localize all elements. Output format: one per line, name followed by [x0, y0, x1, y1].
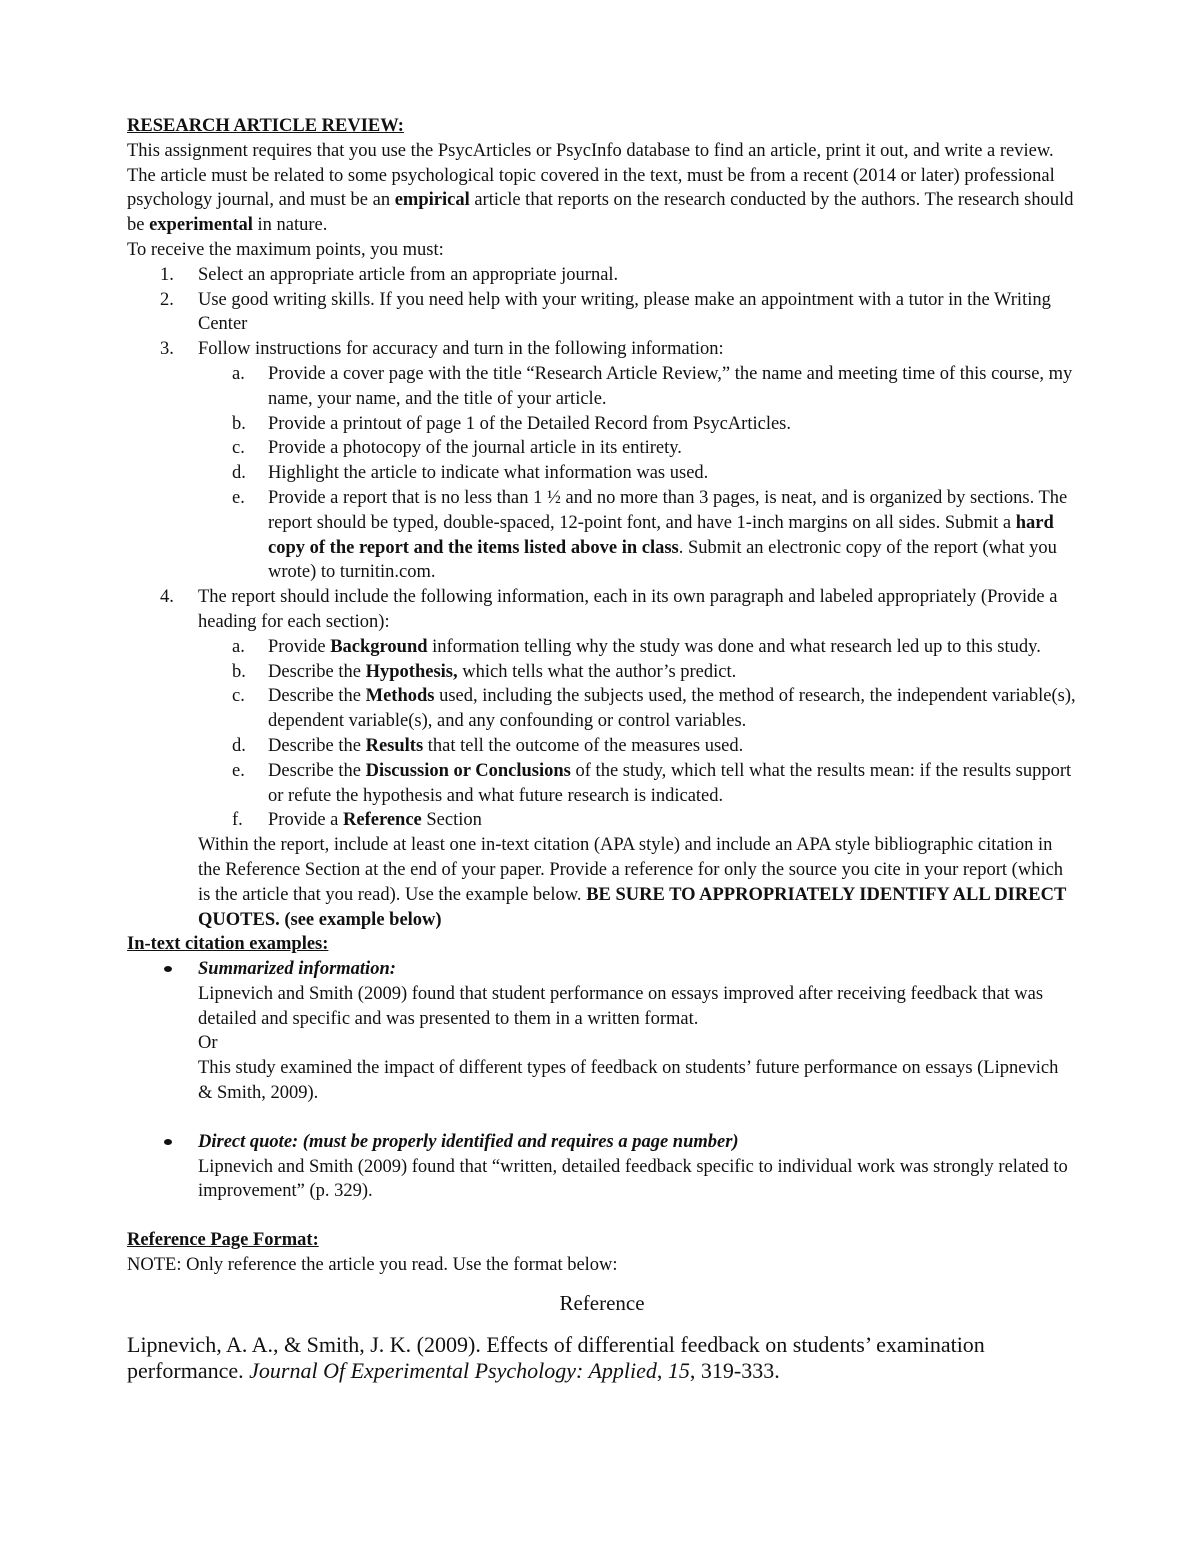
note-line: NOTE: Only reference the article you read. Use the format below:: [127, 1255, 618, 1276]
sub-letter: a.: [232, 636, 245, 657]
sub-list-item: [127, 808, 1077, 833]
list-number: 3.: [160, 339, 174, 360]
sub-text: Provide a printout of page 1 of the Detailed Record from PsycArticles.: [268, 413, 791, 434]
sub-text: Highlight the article to indicate what information was used.: [268, 463, 709, 484]
sub-text-part: . Submit an electronic copy of the report (what you wrote) to turnitin.com.: [268, 537, 1057, 583]
sub-text: [268, 736, 743, 756]
sub-text-bold: Reference: [343, 810, 422, 831]
sub-list-item: [127, 362, 1077, 412]
or-text: Or: [198, 1033, 218, 1054]
sub-text: Provide a photocopy of the journal article in its entirety.: [268, 438, 682, 459]
reference-entry: [127, 1332, 1077, 1384]
sub-list-item: [127, 734, 1077, 759]
sub-letter: f.: [232, 810, 243, 831]
list-number: 1.: [160, 264, 174, 285]
sub-text-part: which tells what the author’s predict.: [457, 661, 737, 682]
intro-paragraph: [127, 139, 1077, 238]
list-text: The report should include the following information, each in its own paragraph and labeled appropriately (Provide a heading for each section):: [198, 587, 1058, 632]
sub-list-item: [127, 684, 1077, 734]
sub-text-part: used, including the subjects used, the method of research, the independent variable(s), dependent variable(s), and any confounding or control variables.: [268, 686, 1076, 732]
bullet-icon: [164, 966, 172, 972]
list-number: 4.: [160, 587, 174, 608]
list-item: [127, 288, 1077, 338]
bullet-icon: [164, 1139, 172, 1145]
sub-list-item: [127, 436, 1077, 461]
sub-text-part: Provide: [268, 636, 331, 657]
reference-page-heading: Reference Page Format:: [127, 1230, 319, 1251]
item4-note: [127, 833, 1077, 932]
item4-note-warning: BE SURE TO APPROPRIATELY IDENTIFY ALL DIRECT QUOTES. (see example below): [198, 884, 1066, 930]
reference-authors: Lipnevich, A. A., & Smith, J. K. (2009). Effects of differential feedback on students’ examination performance.: [127, 1331, 985, 1383]
sub-text-part: Describe the: [268, 760, 366, 781]
summarized-label: Summarized information:: [198, 959, 396, 980]
sub-letter: d.: [232, 463, 246, 484]
sub-text-part: that tell the outcome of the measures used.: [423, 735, 744, 756]
reference-volume: 15: [667, 1357, 690, 1383]
sub-list-item: [127, 486, 1077, 585]
page-title: RESEARCH ARTICLE REVIEW:: [127, 116, 404, 136]
summarized-example: Lipnevich and Smith (2009) found that student performance on essays improved after receiving feedback that was detailed and specific and was presented to them in a written format.: [198, 983, 1044, 1029]
sub-letter: a.: [232, 363, 245, 384]
sub-list-item: [127, 635, 1077, 660]
sub-letter: b.: [232, 413, 246, 434]
list-item: [127, 263, 1077, 288]
sub-letter: c.: [232, 438, 245, 459]
sub-text-bold: Results: [365, 735, 424, 756]
direct-quote-label: Direct quote: (must be properly identified and requires a page number): [198, 1131, 739, 1152]
sub-list-item: [127, 759, 1077, 809]
sub-text: [268, 637, 1041, 657]
sub-letter: d.: [232, 735, 246, 756]
sub-text: [268, 488, 1067, 582]
intro-text-1: This assignment requires that you use the PsycArticles or PsycInfo database to find an article, print it out, and write a review. The article must be related to some psychological topic covered in the text, must be from a recent (2014 or later) professional psychology journal, and must be an: [127, 140, 1055, 211]
sub-text-part: Describe the: [268, 686, 366, 707]
sub-text-part: information telling why the study was done and what research led up to this study.: [427, 636, 1041, 657]
intro-experimental: experimental: [149, 215, 253, 236]
sub-letter: b.: [232, 661, 246, 682]
sub-letter: e.: [232, 487, 245, 508]
sub-text-part: Provide a report that is no less than 1 ½ and no more than 3 pages, is neat, and is organized by sections. The report should be typed, double-spaced, 12-point font, and have 1-inch margins on all sides. Submit a: [268, 487, 1068, 533]
summarized-example-2: This study examined the impact of different types of feedback on students’ future performance on essays (Lipnevich & Smith, 2009).: [198, 1058, 1059, 1104]
reference-title: Reference: [559, 1290, 645, 1315]
sub-text-part: of the study, which tell what the results mean: if the results support or refute the hypothesis and what future research is indicated.: [268, 760, 1072, 806]
intro-empirical: empirical: [394, 190, 470, 211]
lead-line: To receive the maximum points, you must:: [127, 239, 444, 260]
sub-text-bold: Discussion or Conclusions: [365, 760, 571, 781]
sub-text: [268, 810, 482, 830]
intro-text-2: article that reports on the research conducted by the authors. The research should be: [127, 190, 1074, 236]
list-item: [127, 337, 1077, 362]
list-item: [127, 585, 1077, 635]
sub-text-part: Describe the: [268, 735, 366, 756]
sub-text-part: Section: [421, 810, 482, 831]
sub-text-bold: hard copy of the report and the items listed above in class: [268, 512, 1054, 558]
sub-text-bold: Methods: [365, 686, 435, 707]
document-page: [127, 114, 1077, 1384]
sub-letter: e.: [232, 760, 245, 781]
sub-text-part: Provide a: [268, 810, 344, 831]
reference-separator: ,: [656, 1357, 668, 1383]
sub-text: [268, 662, 736, 682]
list-number: 2.: [160, 289, 174, 310]
sub-list-item: [127, 660, 1077, 685]
sub-text-part: Describe the: [268, 661, 366, 682]
sub-letter: c.: [232, 686, 245, 707]
intext-heading: In-text citation examples:: [127, 934, 329, 955]
sub-text: Provide a cover page with the title “Research Article Review,” the name and meeting time of this course, my name, your name, and the title of your article.: [268, 363, 1073, 409]
list-text: Use good writing skills. If you need help with your writing, please make an appointment with a tutor in the Writing Center: [198, 289, 1051, 335]
reference-pages: , 319-333.: [689, 1357, 780, 1383]
direct-quote-example: Lipnevich and Smith (2009) found that “written, detailed feedback specific to individual work was strongly related to improvement” (p. 329).: [198, 1156, 1068, 1202]
item4-note-text: Within the report, include at least one in-text citation (APA style) and include an APA style bibliographic citation in the Reference Section at the end of your paper. Provide a reference for only the source you cite in your report (which is the article that you read). Use the example below.: [198, 835, 1064, 905]
bullet-item: [127, 957, 1077, 982]
sub-list-item: [127, 461, 1077, 486]
reference-journal: Journal Of Experimental Psychology: Applied: [249, 1357, 657, 1383]
sub-text: [268, 761, 1071, 806]
bullet-item: [127, 1130, 1077, 1155]
list-text: Follow instructions for accuracy and turn in the following information:: [198, 339, 724, 360]
sub-text-bold: Hypothesis,: [365, 661, 458, 682]
intro-text-3: in nature.: [252, 215, 328, 236]
sub-list-item: [127, 412, 1077, 437]
sub-text: [268, 686, 1076, 731]
sub-text-bold: Background: [330, 636, 428, 657]
list-text: Select an appropriate article from an appropriate journal.: [198, 264, 619, 285]
